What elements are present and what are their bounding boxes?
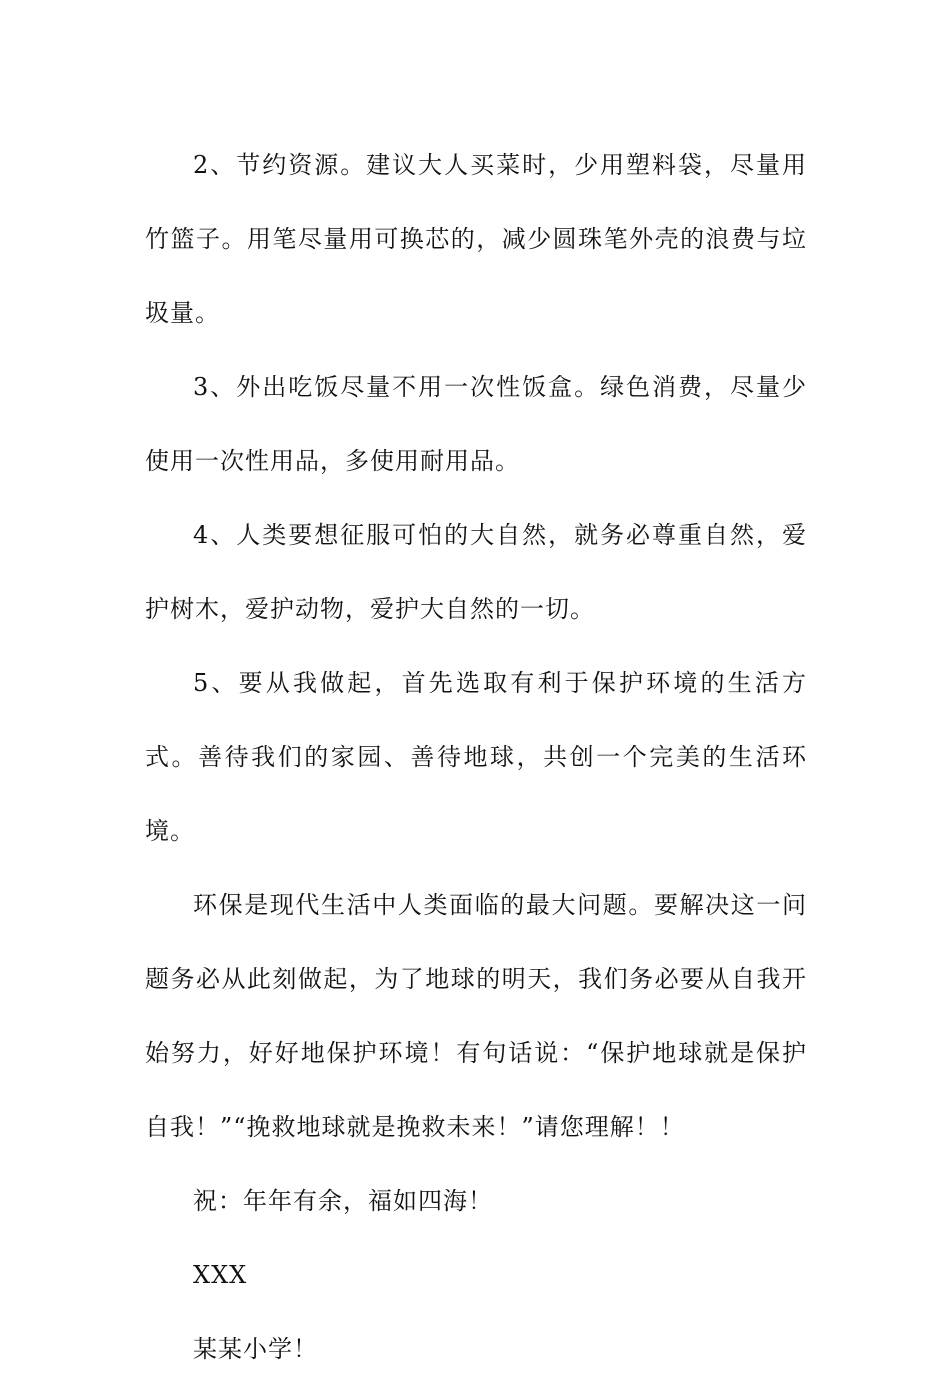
closing-greeting: 祝：年年有余，福如四海！ xyxy=(193,1187,493,1215)
paragraph-environment-conclusion: 环保是现代生活中人类面临的最大问题。要解决这一问题务必从此刻做起，为了地球的明天，我们务必要从自我开始努力，好好地保护环境！有句话说：“保护地球就是保护自我！”“挽救地球就是挽救未来！”请您理解！！ xyxy=(145,891,807,1141)
paragraph-respect-nature: 4、人类要想征服可怕的大自然，就务必尊重自然，爱护树木，爱护动物，爱护大自然的一切。 xyxy=(145,521,807,623)
closing-signer: XXX xyxy=(193,1261,248,1289)
closing-school: 某某小学！ xyxy=(193,1335,318,1363)
paragraph-save-resources: 2、节约资源。建议大人买菜时，少用塑料袋，尽量用竹篮子。用笔尽量用可换芯的，减少圆珠笔外壳的浪费与垃圾量。 xyxy=(145,151,807,327)
paragraph-disposable-boxes: 3、外出吃饭尽量不用一次性饭盒。绿色消费，尽量少使用一次性用品，多使用耐用品。 xyxy=(145,373,807,475)
document-body xyxy=(145,128,807,1386)
paragraph-start-with-me: 5、要从我做起，首先选取有利于保护环境的生活方式。善待我们的家园、善待地球，共创一个完美的生活环境。 xyxy=(145,669,807,845)
